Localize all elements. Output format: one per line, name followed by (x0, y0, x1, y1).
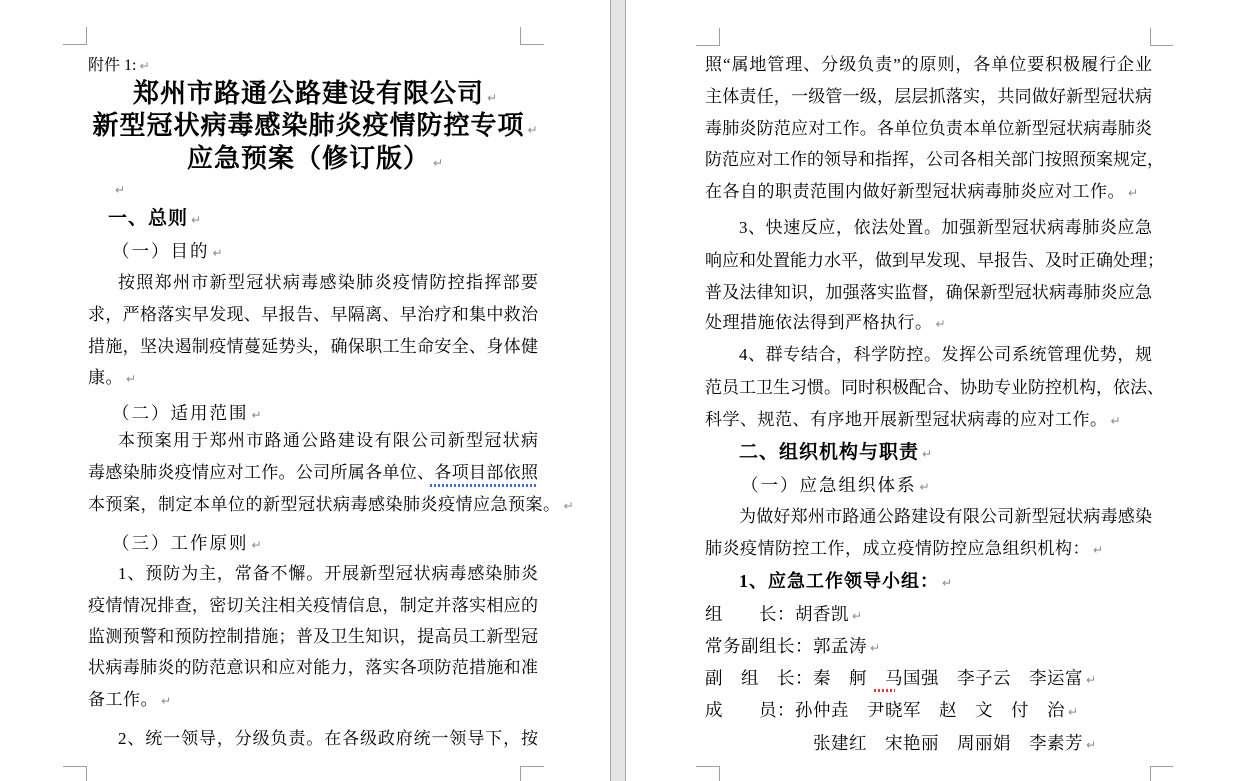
text-line-page-2-6[interactable]: 响应和处置能力水平，做到早发现、早报告、及时正确处理； (705, 251, 1164, 270)
text-line-page-1-13[interactable]: 毒感染肺炎疫情应对工作。公司所属各单位、各项目部依照 (88, 463, 538, 482)
text-line-page-2-19[interactable]: 副 组 长：秦 舸 马国强 李子云 李运富 ↵ (705, 668, 1097, 688)
text-line-page-2-20[interactable]: 成 员：孙仲垚 尹晓军 赵 文 付 治 ↵ (705, 700, 1079, 720)
text-line-page-1-9[interactable]: 措施，坚决遏制疫情蔓延势头，确保职工生命安全、身体健 (88, 337, 538, 356)
paragraph-mark-icon: ↵ (919, 480, 930, 494)
text-line-page-2-17[interactable]: 组 长：胡香凯 ↵ (705, 604, 863, 624)
paragraph-mark-icon: ↵ (870, 641, 881, 655)
paragraph-mark-icon: ↵ (935, 317, 946, 331)
text-line-page-2-12[interactable]: 二、组织机构与职责 ↵ (739, 442, 933, 463)
paragraph-mark-icon: ↵ (139, 59, 150, 73)
text-line-page-2-10[interactable]: 范员工卫生习惯。同时积极配合、协助专业防控机构，依法、 (705, 378, 1164, 397)
text-boundary-mark-7 (1150, 766, 1173, 781)
text-line-page-1-1[interactable]: 郑州市路通公路建设有限公司 ↵ (132, 79, 498, 108)
text-line-page-1-3[interactable]: 应急预案（修订版） ↵ (186, 144, 444, 173)
text-boundary-mark-2 (63, 766, 87, 781)
text-line-page-2-18[interactable]: 常务副组长：郭孟涛 ↵ (705, 636, 881, 656)
text-boundary-mark-5 (1150, 28, 1173, 46)
text-line-page-1-11[interactable]: （二）适用范围 ↵ (112, 403, 262, 423)
grammar-underline (430, 484, 538, 487)
paragraph-mark-icon: ↵ (251, 538, 262, 552)
paragraph-mark-icon: ↵ (126, 372, 137, 386)
paragraph-mark-icon: ↵ (942, 576, 953, 590)
paragraph-mark-icon: ↵ (161, 694, 172, 708)
paragraph-mark-icon: ↵ (1068, 705, 1079, 719)
text-line-page-1-12[interactable]: 本预案用于郑州市路通公路建设有限公司新型冠状病 (118, 431, 538, 450)
paragraph-mark-icon: ↵ (191, 213, 202, 227)
text-boundary-mark-6 (696, 766, 720, 781)
text-line-page-2-16[interactable]: 1、应急工作领导小组： ↵ (739, 571, 953, 591)
text-line-page-1-5[interactable]: 一、总则 ↵ (108, 208, 202, 229)
paragraph-mark-icon: ↵ (1086, 673, 1097, 687)
text-line-page-1-17[interactable]: 疫情情况排查，密切关注相关疫情信息，制定并落实相应的 (88, 596, 538, 615)
text-line-page-1-2[interactable]: 新型冠状病毒感染肺炎疫情防控专项 ↵ (92, 111, 538, 140)
text-line-page-1-15[interactable]: （三）工作原则 ↵ (112, 533, 262, 553)
paragraph-mark-icon: ↵ (563, 499, 574, 513)
text-line-page-1-10[interactable]: 康。 ↵ (88, 368, 137, 387)
text-line-page-2-0[interactable]: 照“属地管理、分级负责”的原则，各单位要积极履行企业 (705, 55, 1152, 74)
text-boundary-mark-1 (520, 27, 544, 45)
text-line-page-2-9[interactable]: 4、群专结合，科学防控。发挥公司系统管理优势，规 (739, 345, 1152, 364)
text-line-page-1-16[interactable]: 1、预防为主，常备不懈。开展新型冠状病毒感染肺炎 (118, 564, 538, 583)
text-line-page-2-3[interactable]: 防范应对工作的领导和指挥，公司各相关部门按照预案规定， (705, 150, 1164, 169)
paragraph-mark-icon: ↵ (432, 156, 444, 170)
text-line-page-1-6[interactable]: （一）目的 ↵ (112, 241, 223, 261)
paragraph-mark-icon: ↵ (1086, 738, 1097, 752)
text-line-page-1-20[interactable]: 备工作。 ↵ (88, 690, 172, 709)
text-line-page-1-7[interactable]: 按照郑州市新型冠状病毒感染肺炎疫情防控指挥部要 (118, 273, 538, 292)
text-line-page-2-13[interactable]: （一）应急组织体系 ↵ (741, 475, 930, 495)
text-line-page-2-5[interactable]: 3、快速反应，依法处置。加强新型冠状病毒肺炎应急 (739, 218, 1152, 237)
paragraph-mark-icon: ↵ (212, 246, 223, 260)
text-line-page-1-0[interactable]: 附件 1: ↵ (88, 57, 150, 74)
text-line-page-2-14[interactable]: 为做好郑州市路通公路建设有限公司新型冠状病毒感染 (739, 507, 1152, 526)
paragraph-mark-icon: ↵ (1093, 543, 1104, 557)
text-boundary-mark-4 (696, 28, 720, 46)
text-line-page-2-8[interactable]: 处理措施依法得到严格执行。 ↵ (705, 313, 946, 332)
paragraph-mark-icon: ↵ (1128, 186, 1139, 200)
text-line-page-1-19[interactable]: 状病毒肺炎的防范意识和应对能力，落实各项防范措施和准 (88, 658, 538, 677)
paragraph-mark-icon: ↵ (486, 91, 498, 105)
paragraph-mark-icon: ↵ (922, 447, 933, 461)
text-boundary-mark-0 (63, 27, 87, 45)
paragraph-mark-icon: ↵ (852, 609, 863, 623)
text-line-page-1-21[interactable]: 2、统一领导，分级负责。在各级政府统一领导下，按 (118, 729, 538, 748)
text-line-page-2-15[interactable]: 肺炎疫情防控工作，成立疫情防控应急组织机构： ↵ (705, 539, 1104, 558)
text-line-page-1-4[interactable] (112, 179, 125, 199)
text-line-page-1-18[interactable]: 监测预警和预防控制措施；普及卫生知识，提高员工新型冠 (88, 627, 538, 646)
text-line-page-2-7[interactable]: 普及法律知识，加强落实监督，确保新型冠状病毒肺炎应急 (705, 283, 1152, 302)
text-line-page-1-14[interactable]: 本预案，制定本单位的新型冠状病毒感染肺炎疫情应急预案。 ↵ (88, 495, 574, 514)
paragraph-mark-icon: ↵ (527, 123, 538, 137)
text-line-page-1-8[interactable]: 求，严格落实早发现、早报告、早隔离、早治疗和集中救治 (88, 305, 538, 324)
spellcheck-underline (874, 689, 895, 692)
text-line-page-2-1[interactable]: 主体责任，一级管一级，层层抓落实，共同做好新型冠状病 (705, 87, 1152, 106)
text-line-page-2-11[interactable]: 科学、规范、有序地开展新型冠状病毒的应对工作。 ↵ (705, 410, 1121, 429)
text-line-page-2-4[interactable]: 在各自的职责范围内做好新型冠状病毒肺炎应对工作。 ↵ (705, 182, 1139, 201)
text-line-page-2-2[interactable]: 毒肺炎防范应对工作。各单位负责本单位新型冠状病毒肺炎 (705, 119, 1152, 138)
text-boundary-mark-3 (520, 766, 544, 781)
text-line-page-2-21[interactable]: 张建红 宋艳丽 周丽娟 李素芳 ↵ (705, 733, 1097, 753)
paragraph-mark-icon: ↵ (1110, 414, 1121, 428)
paragraph-mark-icon: ↵ (115, 183, 126, 197)
paragraph-mark-icon: ↵ (251, 408, 262, 422)
